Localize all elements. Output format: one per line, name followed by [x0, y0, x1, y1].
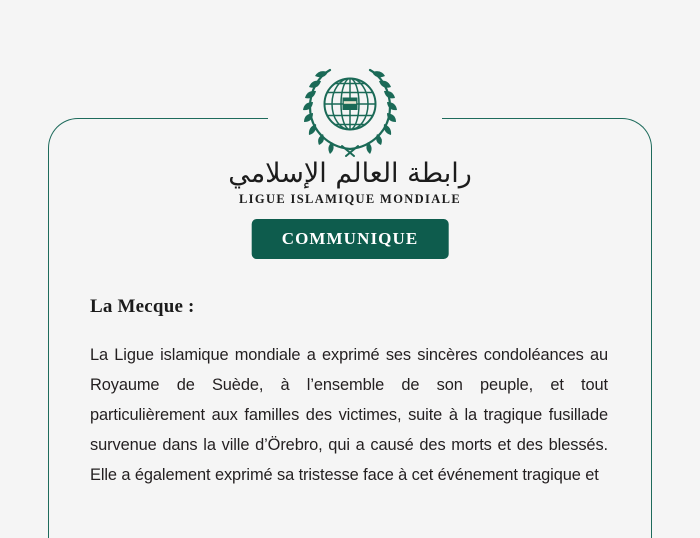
mwl-globe-laurel-crest-icon [298, 62, 402, 158]
communique-badge: COMMUNIQUE [252, 219, 449, 259]
arabic-wordmark-text: رابطة العالم الإسلامي [228, 158, 472, 189]
communique-body [90, 296, 608, 490]
dateline: La Mecque : [90, 296, 195, 317]
arabic-wordmark [200, 155, 500, 191]
latin-wordmark: LIGUE ISLAMIQUE MONDIALE [238, 192, 462, 206]
body-paragraph: La Ligue islamique mondiale a exprimé ses sincères condoléances au Royaume de Suède, à l’ensemble de son peuple, et tout particulièrement aux familles des victimes, suite à la tragique fusillade survenue dans la ville d’Örebro, qui a causé des morts et des blessés. Elle a également exprimé sa tristesse face à cet événement tragique et [90, 346, 608, 484]
